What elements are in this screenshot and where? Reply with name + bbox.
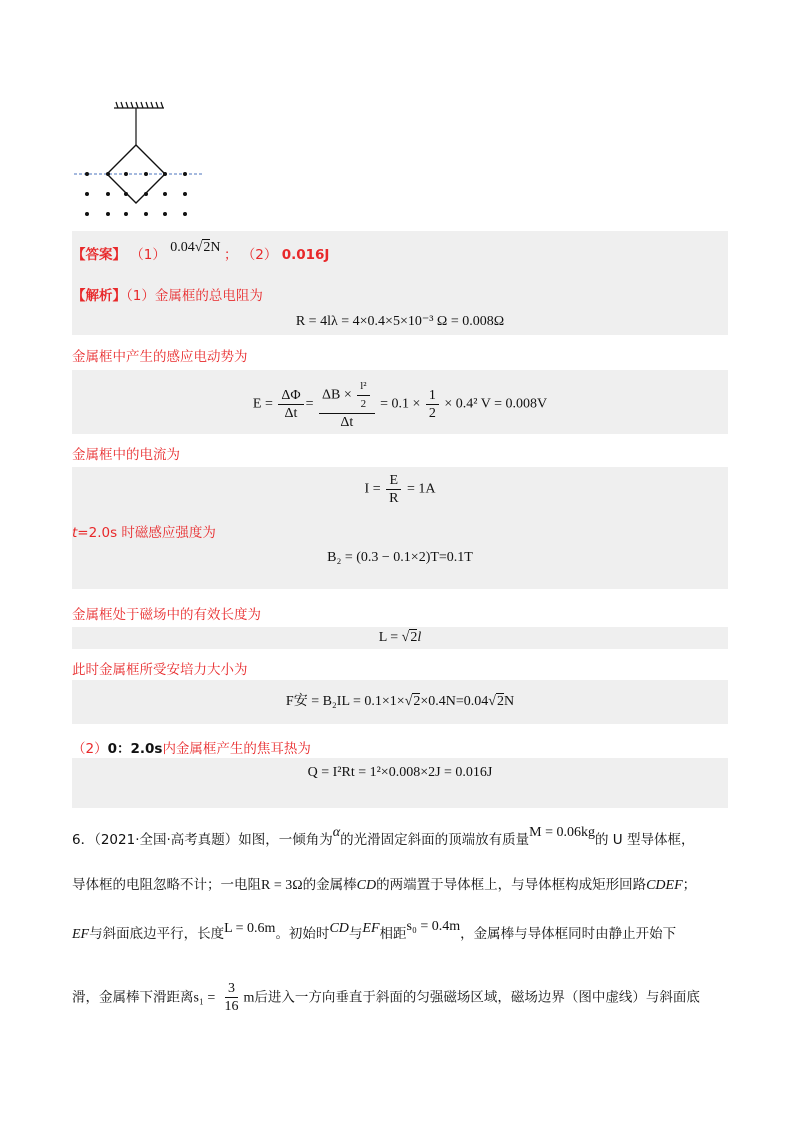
answer-part2-value: 0.016J: [281, 247, 330, 263]
analysis-tag: 【解析】: [72, 288, 126, 304]
frac-half: $\frac{1}{2}$: [426, 387, 439, 422]
analysis-step5: 金属框处于磁场中的有效长度为: [72, 607, 261, 623]
equation-field-strength: B₂ = (0.3 − 0.1×2)T=0.1T: [327, 550, 473, 565]
problem6-line4: 滑，金属棒下滑距离s₁ = $\frac{3}{16}$ m后进入一方向垂直于斜面的匀强磁场区域，磁场边界（图中虚线）与斜面底: [72, 981, 700, 1014]
frac-dphi-dt: $\frac{\Delta\Phi}{\Delta t}$: [278, 387, 303, 422]
frac-db-dt: ΔB × $\frac{\text{l²}}{2}$ Δt: [319, 378, 375, 431]
ceiling-support: [114, 102, 164, 108]
frac-3-16: $\frac{3}{16}$: [224, 981, 239, 1014]
equation-emf: E = $\frac{\Delta\Phi}{\Delta t}$ = ΔB × $\frac{\text{l²}}{2}$ Δt = 0.1 × $\frac{1}{2}$ × 0.4² V = 0.008V: [252, 380, 548, 430]
equation-effective-length: L = √2l: [378, 630, 422, 645]
magnetic-field-dots: [85, 172, 187, 216]
analysis-step1: 【解析】（1）金属框的总电阻为: [72, 288, 263, 304]
answer-line: [72, 240, 330, 264]
analysis-step4: t=2.0s 时磁感应强度为: [72, 525, 216, 541]
equation-current: I = $\frac{E}{R}$ = 1A: [364, 473, 436, 506]
problem6-line2: 导体框的电阻忽略不计；一电阻R = 3Ω的金属棒CD的两端置于导体框上，与导体框构成矩形回路CDEF；: [72, 877, 697, 893]
equation-joule-heat: Q = I²Rt = 1²×0.008×2J = 0.016J: [307, 765, 493, 780]
problem6-line3: EF与斜面底边平行，长度L = 0.6m。初始时CD与EF相距s₀ = 0.4m，金属棒与导体框同时由静止开始下: [72, 919, 677, 942]
analysis-step3: 金属框中的电流为: [72, 447, 180, 463]
analysis-step7: （2）0：2.0s内金属框产生的焦耳热为: [72, 741, 311, 757]
equation-ampere-force: F安 = B₂IL = 0.1×1×√2×0.4N=0.04√2N: [285, 694, 515, 709]
equation-resistance: R = 4lλ = 4×0.4×5×10⁻³ Ω = 0.008Ω: [295, 314, 505, 329]
answer-part1-label: （1）: [130, 247, 166, 263]
problem6-line1: 6．（2021·全国·高考真题）如图，一倾角为α的光滑固定斜面的顶端放有质量M = 0.06kg的 U 型导体框，: [72, 825, 695, 848]
analysis-step2: 金属框中产生的感应电动势为: [72, 349, 248, 365]
answer-separator: ；: [224, 247, 238, 263]
frac-e-over-r: $\frac{E}{R}$: [386, 472, 401, 507]
answer-part1-value: 0.04√2N: [170, 240, 221, 255]
frame-diagram: [70, 100, 210, 225]
answer-tag: 【答案】: [72, 247, 126, 263]
analysis-step6: 此时金属框所受安培力大小为: [72, 662, 248, 678]
answer-part2-label: （2）: [241, 247, 278, 263]
